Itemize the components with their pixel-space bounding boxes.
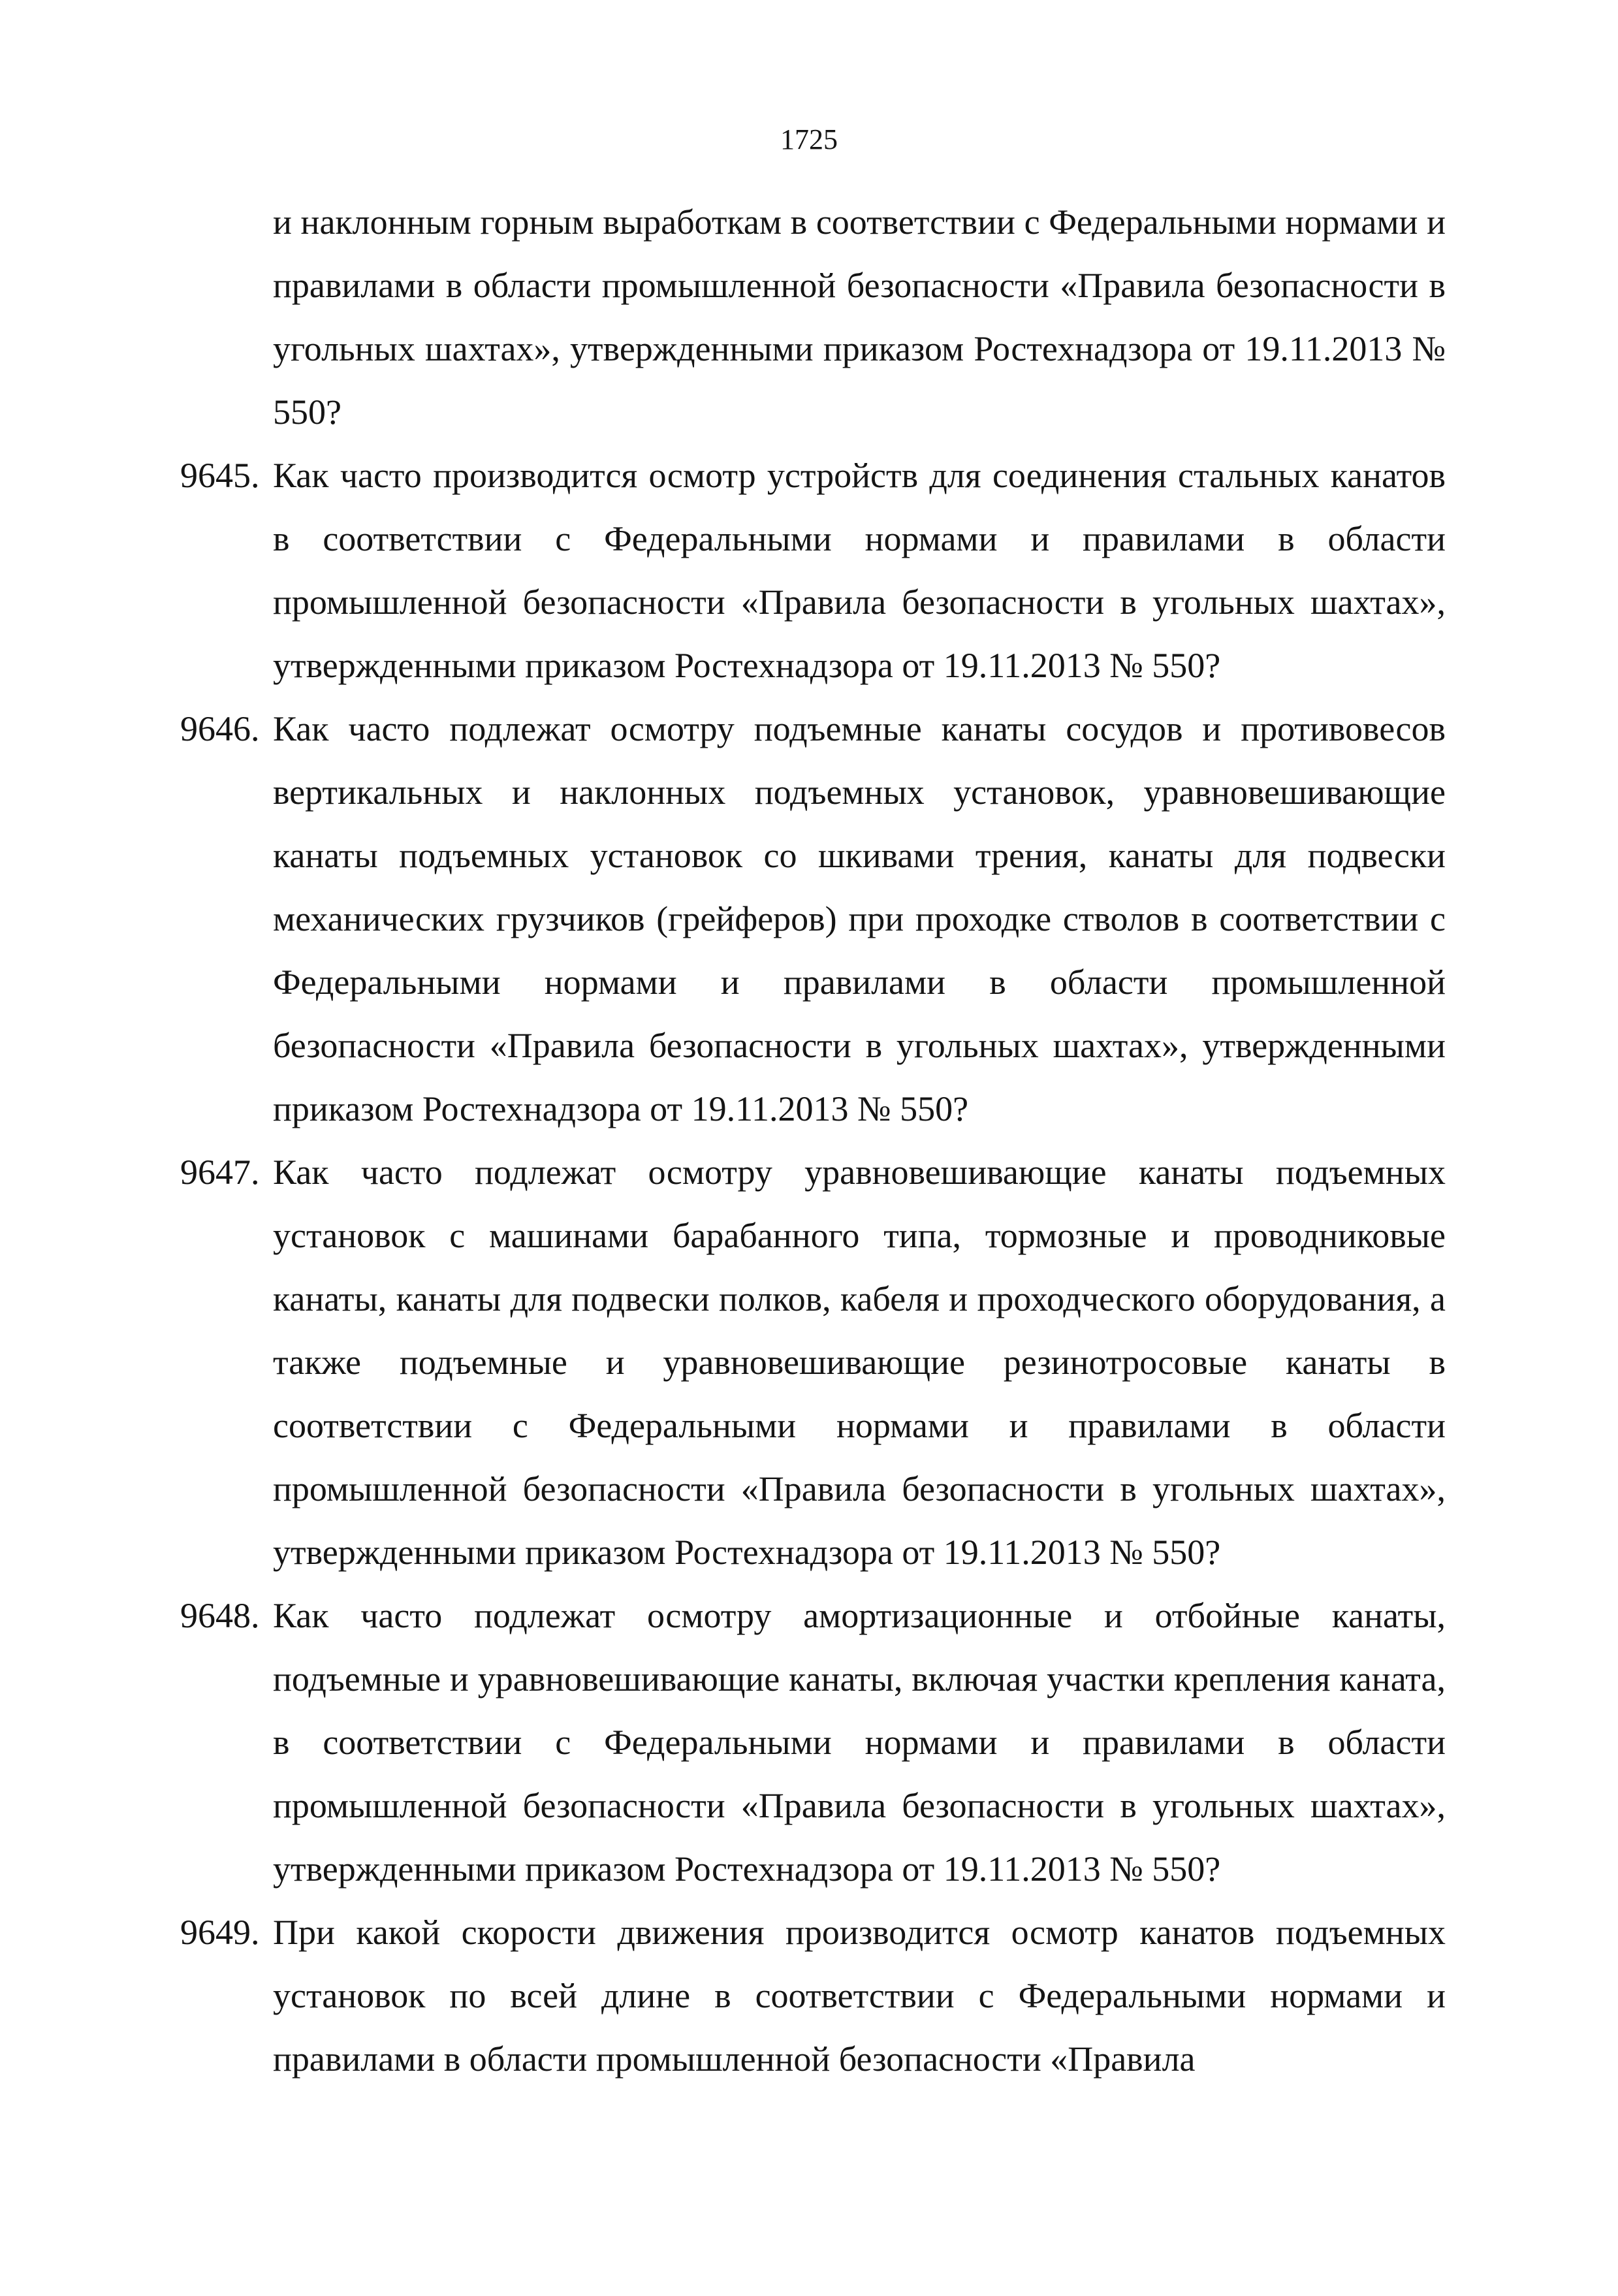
item-number: 9645. — [180, 456, 260, 495]
item-text: Как часто подлежат осмотру подъемные канаты сосудов и противовесов вертикальных и наклонных подъемных установок, уравновешивающие канаты подъемных установок со шкивами трения, канаты для подвески механических грузчиков (грейферов) при проходке стволов в соответствии с Федеральными нормами и правилами в области промышленной безопасности «Правила безопасности в угольных шахтах», утвержденными приказом Ростехнадзора от 19.11.2013 № 550? — [273, 709, 1446, 1128]
item-text: Как часто подлежат осмотру уравновешивающие канаты подъемных установок с машинами барабанного типа, тормозные и проводниковые канаты, канаты для подвески полков, кабеля и проходческого оборудования, а также подъемные и уравновешивающие резинотросовые канаты в соответствии с Федеральными нормами и правилами в области промышленной безопасности «Правила безопасности в угольных шахтах», утвержденными приказом Ростехнадзора от 19.11.2013 № 550? — [273, 1153, 1446, 1572]
item-number: 9647. — [180, 1153, 260, 1192]
item-number: 9649. — [180, 1913, 260, 1952]
list-item — [180, 697, 1446, 1141]
list-item — [180, 1584, 1446, 1901]
item-number: 9646. — [180, 709, 260, 748]
item-text: Как часто подлежат осмотру амортизационные и отбойные канаты, подъемные и уравновешивающие канаты, включая участки крепления каната, в соответствии с Федеральными нормами и правилами в области промышленной безопасности «Правила безопасности в угольных шахтах», утвержденными приказом Ростехнадзора от 19.11.2013 № 550? — [273, 1596, 1446, 1889]
item-text: и наклонным горным выработкам в соответствии с Федеральными нормами и правилами в области промышленной безопасности «Правила безопасности в угольных шахтах», утвержденными приказом Ростехнадзора от 19.11.2013 № 550? — [273, 202, 1446, 432]
list-item — [180, 444, 1446, 697]
list-item — [221, 191, 1446, 444]
list-item — [180, 1141, 1446, 1584]
question-list — [180, 191, 1446, 2091]
item-text: Как часто производится осмотр устройств для соединения стальных канатов в соответствии с Федеральными нормами и правилами в области промышленной безопасности «Правила безопасности в угольных шахтах», утвержденными приказом Ростехнадзора от 19.11.2013 № 550? — [273, 456, 1446, 685]
page-number: 1725 — [780, 123, 838, 155]
item-text: При какой скорости движения производится осмотр канатов подъемных установок по всей длине в соответствии с Федеральными нормами и правилами в области промышленной безопасности «Правила — [273, 1913, 1446, 2079]
list-item — [180, 1901, 1446, 2091]
item-number: 9648. — [180, 1596, 260, 1635]
